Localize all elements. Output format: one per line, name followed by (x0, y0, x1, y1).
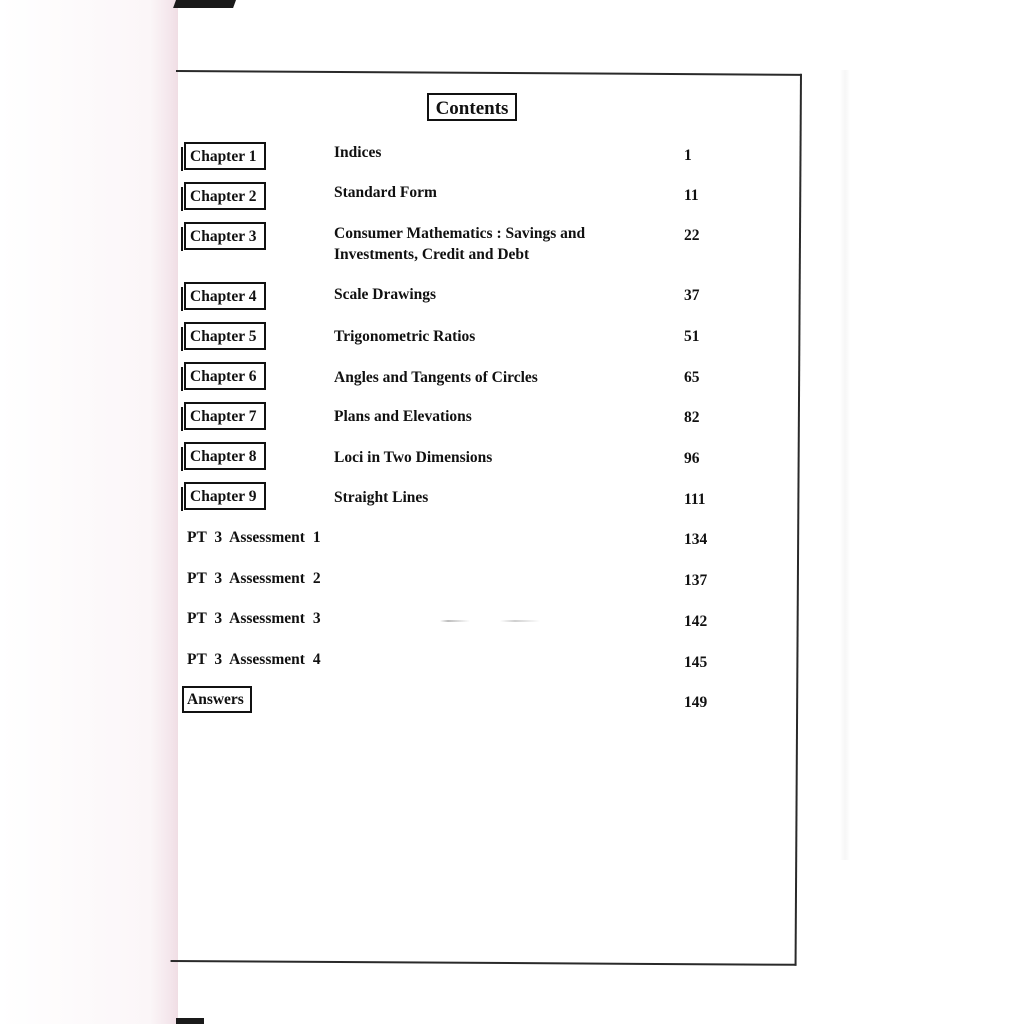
chapter-title-4: Scale Drawings (334, 286, 437, 303)
assessment-page-4: 145 (684, 654, 708, 671)
binding-corner-bottom (176, 1018, 204, 1024)
chapter-page-9: 111 (684, 491, 706, 508)
right-page-shadow (840, 70, 850, 860)
contents-heading: Contents (427, 93, 517, 121)
chapter-title-1: Indices (334, 144, 382, 161)
chapter-title-3-line-1: Consumer Mathematics : Savings and (334, 225, 586, 242)
chapter-page-4: 37 (684, 287, 700, 304)
assessment-label-2: PT 3 Assessment 2 (187, 570, 321, 587)
chapter-title-9: Straight Lines (334, 489, 429, 506)
chapter-title-2: Standard Form (334, 184, 437, 201)
chapter-label-6: Chapter 6 (184, 362, 266, 390)
chapter-label-8: Chapter 8 (184, 442, 266, 470)
binding-corner-top (173, 0, 236, 8)
chapter-title-8: Loci in Two Dimensions (334, 449, 493, 466)
assessment-page-3: 142 (684, 613, 708, 630)
chapter-title-3-line-2: Investments, Credit and Debt (334, 246, 530, 263)
chapter-page-7: 82 (684, 409, 700, 426)
answers-label: Answers (182, 686, 252, 713)
chapter-label-2: Chapter 2 (184, 182, 266, 210)
assessment-label-1: PT 3 Assessment 1 (187, 529, 321, 546)
assessment-page-1: 134 (684, 531, 708, 548)
chapter-page-2: 11 (684, 187, 699, 204)
assessment-page-2: 137 (684, 572, 708, 589)
chapter-label-4: Chapter 4 (184, 282, 266, 310)
assessment-label-3: PT 3 Assessment 3 (187, 610, 321, 627)
chapter-page-3: 22 (684, 227, 700, 244)
answers-page: 149 (684, 694, 708, 711)
chapter-page-1: 1 (684, 147, 692, 164)
chapter-title-5: Trigonometric Ratios (334, 328, 476, 345)
chapter-page-8: 96 (684, 450, 700, 467)
chapter-label-9: Chapter 9 (184, 482, 266, 510)
chapter-title-7: Plans and Elevations (334, 408, 472, 425)
print-smudge (440, 620, 540, 622)
chapter-page-6: 65 (684, 369, 700, 386)
binding-shadow (0, 0, 178, 1024)
chapter-page-5: 51 (684, 328, 700, 345)
assessment-label-4: PT 3 Assessment 4 (187, 651, 321, 668)
chapter-label-1: Chapter 1 (184, 142, 266, 170)
chapter-title-6: Angles and Tangents of Circles (334, 369, 538, 386)
chapter-label-3: Chapter 3 (184, 222, 266, 250)
chapter-label-5: Chapter 5 (184, 322, 266, 350)
chapter-label-7: Chapter 7 (184, 402, 266, 430)
